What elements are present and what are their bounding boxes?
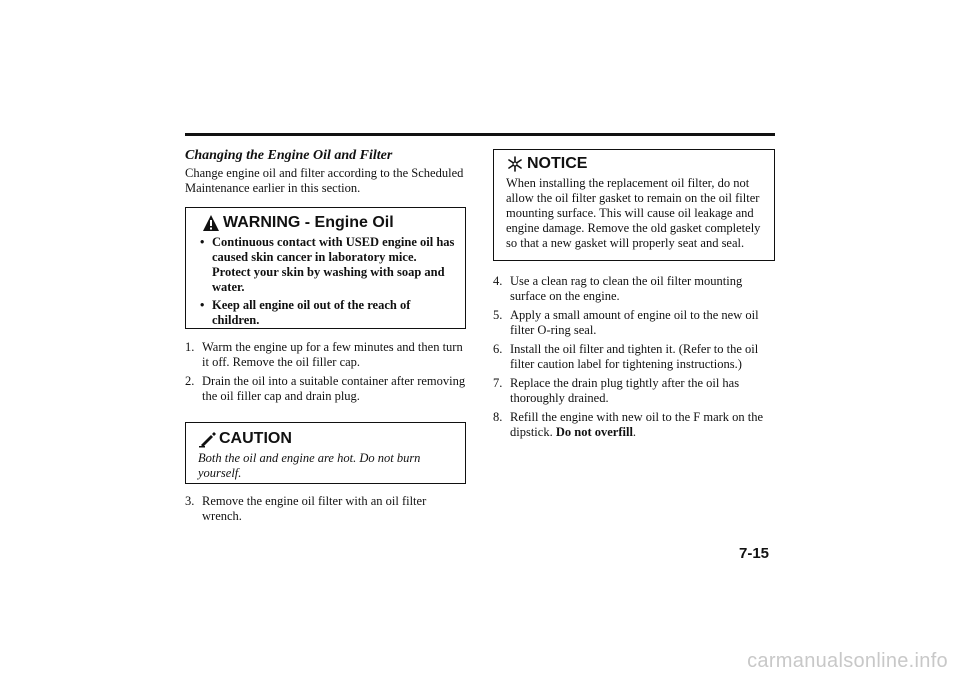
- warning-header: [202, 214, 457, 232]
- intro-paragraph: Change engine oil and filter according to the Scheduled Maintenance earlier in this section.: [185, 166, 464, 195]
- step-3: 3. Remove the engine oil filter with an oil filter wrench.: [185, 494, 427, 523]
- caution-title: CAUTION: [219, 430, 292, 447]
- step-6: 6. Install the oil filter and tighten it. (Refer to the oil filter caution label for tightening instructions.): [493, 342, 759, 371]
- section-title: Changing the Engine Oil and Filter: [185, 148, 393, 163]
- steps-list-right: [493, 274, 775, 440]
- step-2: 2. Drain the oil into a suitable container after removing the oil filler cap and drain plug.: [185, 374, 466, 403]
- step-1: 1. Warm the engine up for a few minutes and then turn it off. Remove the oil filler cap.: [185, 340, 463, 369]
- step-5: 5. Apply a small amount of engine oil to the new oil filter O-ring seal.: [493, 308, 759, 337]
- caution-text: Both the oil and engine are hot. Do not burn yourself.: [198, 451, 421, 480]
- pencil-slash-icon: [198, 430, 216, 448]
- page-number: 7-15: [739, 545, 770, 562]
- step-4: 4. Use a clean rag to clean the oil filter mounting surface on the engine.: [493, 274, 743, 303]
- notice-title: NOTICE: [527, 155, 588, 172]
- warning-triangle-icon: [202, 214, 220, 232]
- step-7: 7. Replace the drain plug tightly after the oil has thoroughly drained.: [493, 376, 740, 405]
- steps-list-a: [185, 340, 466, 404]
- warning-box: [185, 207, 466, 329]
- step-8: 8. Refill the engine with new oil to the F mark on the dipstick. Do not overfill.: [493, 410, 764, 439]
- watermark: carmanualsonline.info: [747, 650, 948, 672]
- list-item: • Continuous contact with USED engine oil has caused skin cancer in laboratory mice. Protect your skin by washing with soap and water.: [200, 235, 455, 294]
- warning-bullets: [194, 235, 457, 328]
- steps-list-b: [185, 494, 466, 524]
- warning-title: WARNING - Engine Oil: [223, 214, 394, 231]
- list-item: • Keep all engine oil out of the reach of children.: [200, 298, 411, 327]
- top-rule: [185, 133, 775, 136]
- notice-header: [506, 155, 766, 173]
- caution-header: [198, 430, 457, 448]
- right-column: [493, 149, 775, 444]
- notice-text: When installing the replacement oil filter, do not allow the oil filter gasket to remain on the oil filter mounting surface. This will cause oil leakage and engine damage. Remove the old gasket completely so that a new gasket will properly seat and seal.: [506, 176, 761, 250]
- left-column: [185, 147, 466, 528]
- caution-box: [185, 422, 466, 484]
- notice-box: [493, 149, 775, 261]
- asterisk-star-icon: [506, 155, 524, 173]
- overfill-warning: Do not overfill: [555, 425, 633, 439]
